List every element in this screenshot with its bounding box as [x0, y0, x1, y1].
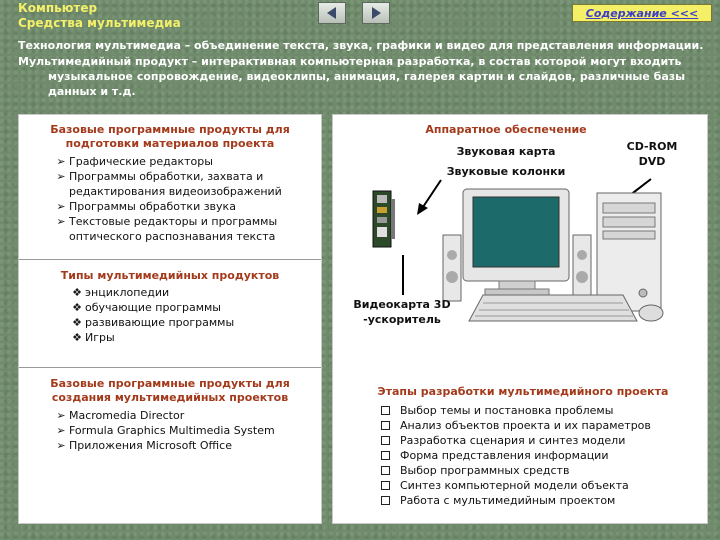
arrow-bullet-icon: ➢	[56, 170, 66, 183]
product-types-section	[25, 269, 315, 345]
checkbox-bullet-icon	[381, 436, 390, 445]
list-item: ❖ развивающие программы	[69, 315, 315, 330]
speakers-label: Звуковые колонки	[446, 165, 566, 178]
triangle-right-icon	[368, 5, 384, 21]
arrow-bullet-icon: ➢	[56, 424, 66, 437]
intro-product-text: Мультимедийный продукт – интерактивная компьютерная разработка, в состав которой могут входить музыкальное сопровождение, видеоклипы, анимация, галерея картин и слайдов, различные базы данных и т.д.	[18, 55, 686, 98]
header-subtitle: Средства мультимедиа	[18, 16, 181, 30]
checkbox-bullet-icon	[381, 451, 390, 460]
list-item: ➢ Программы обработки звука	[53, 199, 315, 214]
checkbox-bullet-icon	[381, 466, 390, 475]
computer-hardware-illustration	[333, 115, 709, 375]
video-card-icon	[373, 191, 395, 247]
header-title: Компьютер	[18, 1, 98, 15]
list-item: ➢ Macromedia Director	[53, 408, 315, 423]
stages-title: Этапы разработки мультимедийного проекта	[377, 385, 669, 398]
software-create-section	[25, 377, 315, 453]
cdrom-label: CD-ROM	[626, 140, 678, 153]
checkbox-bullet-icon	[381, 496, 390, 505]
list-item: ➢ Приложения Microsoft Office	[53, 438, 315, 453]
list-item: Выбор темы и постановка проблемы	[379, 403, 699, 418]
list-item: Выбор программных средств	[379, 463, 699, 478]
divider	[19, 259, 321, 260]
arrow-bullet-icon: ➢	[56, 439, 66, 452]
intro-definition-product	[18, 54, 710, 99]
software-create-title: Базовые программные продукты для создания мультимедийных проектов	[50, 377, 290, 404]
diamond-bullet-icon: ❖	[72, 286, 82, 299]
product-types-title: Типы мультимедийных продуктов	[60, 269, 280, 282]
system-unit-icon	[597, 193, 661, 311]
dvd-label: DVD	[638, 155, 666, 168]
triangle-left-icon	[324, 5, 340, 21]
contents-link[interactable]: Содержание <<<	[572, 4, 712, 22]
list-item: ➢ Formula Graphics Multimedia System	[53, 423, 315, 438]
diamond-bullet-icon: ❖	[72, 301, 82, 314]
left-panel	[18, 114, 322, 524]
intro-definition-technology: Технология мультимедиа – объединение текста, звука, графики и видео для представления информации.	[18, 39, 704, 52]
software-prep-title: Базовые программные продукты для подготовки материалов проекта	[50, 123, 290, 150]
list-item: Синтез компьютерной модели объекта	[379, 478, 699, 493]
list-item: ➢ Графические редакторы	[53, 154, 315, 169]
right-panel	[332, 114, 708, 524]
arrow-bullet-icon: ➢	[56, 215, 66, 228]
keyboard-icon	[469, 295, 637, 321]
list-item: ❖ энциклопедии	[69, 285, 315, 300]
list-item: ❖ Игры	[69, 330, 315, 345]
arrow-bullet-icon: ➢	[56, 155, 66, 168]
arrow-bullet-icon: ➢	[56, 200, 66, 213]
diamond-bullet-icon: ❖	[72, 331, 82, 344]
checkbox-bullet-icon	[381, 481, 390, 490]
speaker-icon	[573, 235, 591, 301]
divider	[19, 367, 321, 368]
list-item: Работа с мультимедийным проектом	[379, 493, 699, 508]
hardware-title: Аппаратное обеспечение	[425, 123, 587, 136]
list-item: ➢ Программы обработки, захвата и редактирования видеоизображений	[53, 169, 315, 199]
checkbox-bullet-icon	[381, 406, 390, 415]
list-item: ❖ обучающие программы	[69, 300, 315, 315]
mouse-icon	[639, 305, 663, 321]
list-item: Форма представления информации	[379, 448, 699, 463]
list-item: Разработка сценария и синтез модели	[379, 433, 699, 448]
software-prep-section	[25, 123, 315, 244]
sound-card-label: Звуковая карта	[456, 145, 556, 158]
list-item: ➢ Текстовые редакторы и программы оптического распознавания текста	[53, 214, 315, 244]
list-item: Анализ объектов проекта и их параметров	[379, 418, 699, 433]
video-card-label: Видеокарта 3D -ускоритель	[353, 298, 451, 326]
prev-slide-button[interactable]	[318, 2, 346, 24]
diamond-bullet-icon: ❖	[72, 316, 82, 329]
arrow-bullet-icon: ➢	[56, 409, 66, 422]
next-slide-button[interactable]	[362, 2, 390, 24]
checkbox-bullet-icon	[381, 421, 390, 430]
speaker-icon	[443, 235, 461, 301]
monitor-icon	[463, 189, 569, 295]
